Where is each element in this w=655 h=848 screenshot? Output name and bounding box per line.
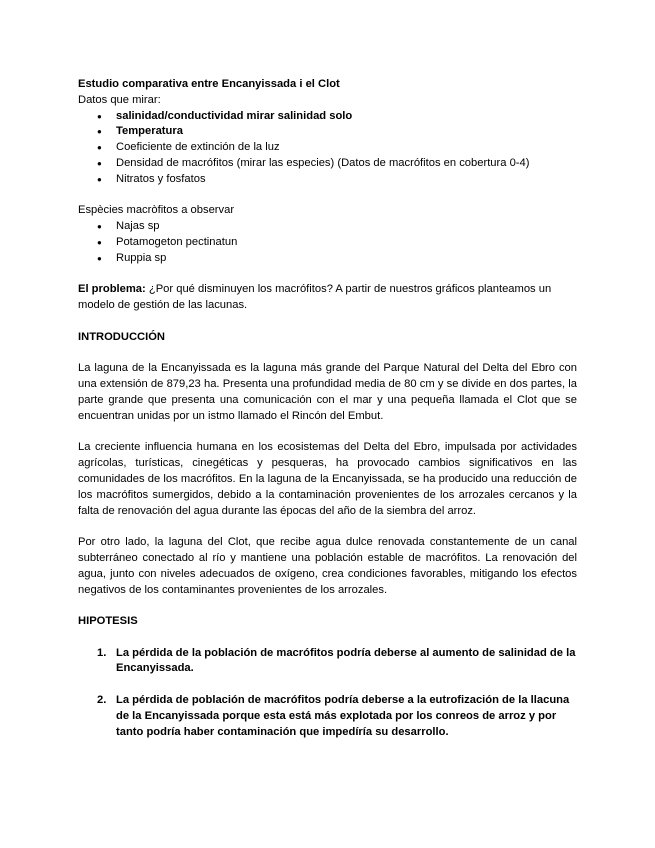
problema-label: El problema:	[78, 283, 146, 296]
list-item: ● salinidad/conductividad mirar salinidad solo	[78, 109, 577, 125]
list-item: ● Nitratos y fosfatos	[78, 172, 577, 188]
hipotesis-text: La pérdida de población de macrófitos podría deberse a la eutrofización de la llacuna de la Encanyissada porque esta está más explotada por los conreos de arroz y por tanto podría haber contaminación que impedíría su desarrollo.	[116, 694, 570, 738]
list-item: ● Temperatura	[78, 124, 577, 140]
especies-list	[78, 219, 577, 266]
list-item: ● Najas sp	[78, 219, 577, 235]
datos-list	[78, 109, 577, 188]
hipotesis-list	[78, 646, 577, 741]
intro-heading: INTRODUCCIÓN	[78, 330, 166, 343]
intro-paragraph-2: La creciente influencia humana en los ecosistemas del Delta del Ebro, impulsada por actividades agrícolas, turísticas, cinegéticas y pesqueras, ha provocado cambios significativos en las comunidades de los macrófitos. En la laguna de la Encanyissada, se ha producido una reducción de los macrófitos sumergidos, debido a la contaminación provenientes de los arrozales cercanos y la falta de renovación del agua durante las épocas del año de la siembra del arroz.	[78, 441, 577, 517]
intro-paragraph-1: La laguna de la Encanyissada es la laguna más grande del Parque Natural del Delta del Ebro con una extensión de 879,23 ha. Presenta una profundidad media de 80 cm y se divide en dos partes, la parte grande que presenta una comunicación con el mar y una pequeña llamada el Clot que se encuentran unidas por un istmo llamado el Rincón del Embut.	[78, 362, 577, 422]
list-item: ● Coeficiente de extinción de la luz	[78, 140, 577, 156]
list-item: ● Potamogeton pectinatun	[78, 235, 577, 251]
hipotesis-text: La pérdida de la población de macrófitos podría deberse al aumento de salinidad de la Encanyissada.	[116, 646, 576, 675]
document-title: Estudio comparativa entre Encanyissada i el Clot	[78, 78, 340, 90]
datos-label: Datos que mirar:	[78, 93, 161, 106]
intro-paragraph-3: Por otro lado, la laguna del Clot, que recibe agua dulce renovada constantemente de un canal subterráneo conectado al río y mantiene una población estable de macrófitos. La renovación del agua, junto con niveles adecuados de oxígeno, crea condiciones favorables, mitigando los efectos negativos de los contaminantes provenientes de los arrozales.	[78, 536, 577, 596]
hipotesis-item	[78, 646, 577, 678]
list-item: ● Ruppia sp	[78, 251, 577, 267]
problema-text: ¿Por qué disminuyen los macrófitos? A partir de nuestros gráficos planteamos un modelo de gestión de las lacunas.	[78, 283, 552, 312]
hipotesis-number: 1.	[97, 646, 107, 659]
hipotesis-number: 2.	[97, 694, 107, 707]
hipotesis-item	[78, 693, 577, 740]
list-item: ● Densidad de macrófitos (mirar las especies) (Datos de macrófitos en cobertura 0-4)	[78, 156, 577, 172]
especies-label: Espècies macròfitos a observar	[78, 204, 235, 217]
problema-paragraph	[78, 282, 577, 314]
hipotesis-heading: HIPOTESIS	[78, 615, 138, 628]
